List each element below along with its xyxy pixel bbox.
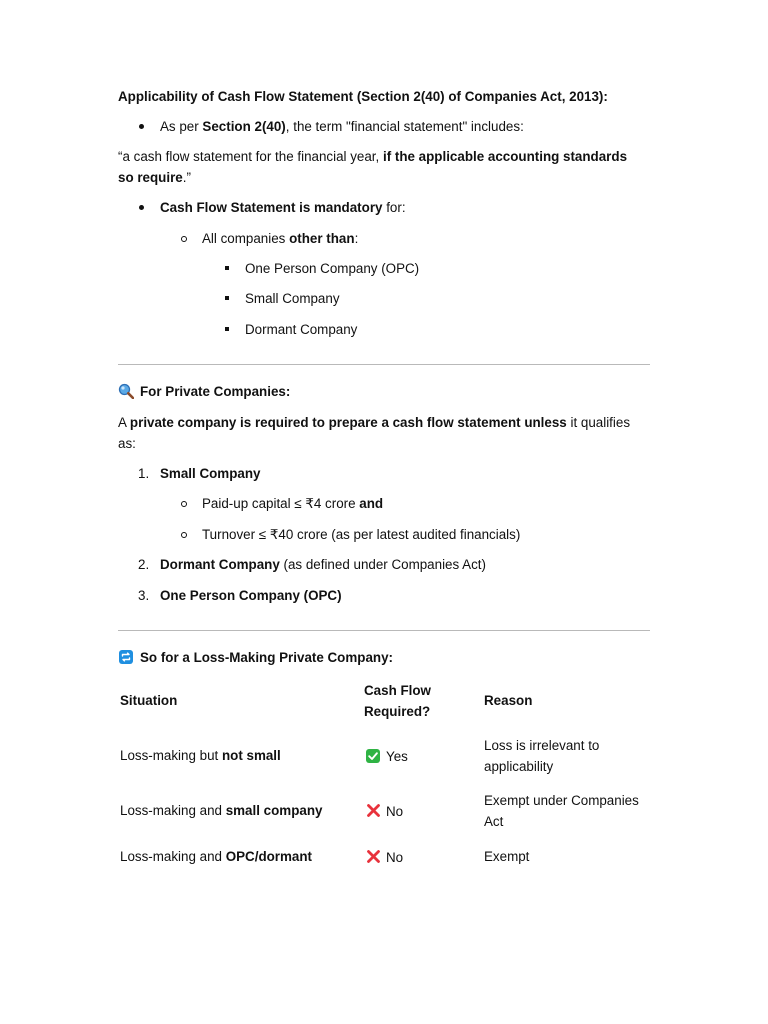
private-heading: For Private Companies: [140, 384, 291, 399]
repeat-icon [119, 650, 133, 664]
loss-making-heading: So for a Loss-Making Private Company: [140, 650, 393, 665]
col-header-situation: Situation [120, 693, 178, 708]
col-header-required: Required? [364, 704, 431, 719]
bullet-disc [139, 124, 144, 129]
table-cell-reason: Loss is irrelevant to [484, 738, 600, 753]
x-icon [366, 803, 381, 818]
table-row-situation: Loss-making but not small [120, 748, 281, 763]
exception-item: Small Company [245, 291, 340, 306]
col-header-cash-flow: Cash Flow [364, 683, 431, 698]
x-icon [366, 849, 381, 864]
list-number: 2. [138, 557, 150, 572]
bullet-circle [181, 236, 187, 242]
criteria-item: Turnover ≤ ₹40 crore (as per latest audited financials) [202, 527, 521, 542]
list-number: 1. [138, 466, 150, 481]
table-row-situation: Loss-making and OPC/dormant [120, 849, 313, 864]
list-item-small-company: Small Company [160, 466, 261, 481]
table-cell-reason: Exempt [484, 849, 530, 864]
private-intro-line-2: as: [118, 436, 136, 451]
table-cell-reason: Exempt under Companies [484, 793, 639, 808]
bullet-disc [139, 205, 144, 210]
divider [118, 364, 650, 365]
table-cell-answer: No [386, 850, 404, 865]
list-number: 3. [138, 588, 150, 603]
bullet-circle [181, 501, 187, 507]
section-def-bullet: As per Section 2(40), the term "financial statement" includes: [160, 119, 524, 134]
table-cell-answer: Yes [386, 749, 408, 764]
page-title: Applicability of Cash Flow Statement (Section 2(40) of Companies Act, 2013): [118, 89, 608, 104]
criteria-item: Paid-up capital ≤ ₹4 crore and [202, 496, 384, 511]
all-companies-item: All companies other than: [202, 231, 359, 246]
exception-item: One Person Company (OPC) [245, 261, 420, 276]
list-item-dormant-company: Dormant Company (as defined under Companies Act) [160, 557, 486, 572]
table-cell-reason: applicability [484, 759, 554, 774]
bullet-circle [181, 532, 187, 538]
list-item-opc: One Person Company (OPC) [160, 588, 342, 603]
quote-line-1: “a cash flow statement for the financial year, if the applicable accounting standards [118, 149, 628, 164]
magnifying-glass-icon [118, 383, 134, 399]
divider [118, 630, 650, 631]
bullet-square [225, 327, 229, 331]
exception-item: Dormant Company [245, 322, 358, 337]
bullet-square [225, 266, 229, 270]
col-header-reason: Reason [484, 693, 533, 708]
table-cell-answer: No [386, 804, 404, 819]
bullet-square [225, 296, 229, 300]
table-row-situation: Loss-making and small company [120, 803, 323, 818]
check-icon [366, 749, 380, 763]
quote-line-2: so require.” [118, 170, 191, 185]
table-cell-reason: Act [484, 814, 504, 829]
private-intro-line-1: A private company is required to prepare a cash flow statement unless it qualifies [118, 415, 631, 430]
mandatory-bullet: Cash Flow Statement is mandatory for: [160, 200, 406, 215]
